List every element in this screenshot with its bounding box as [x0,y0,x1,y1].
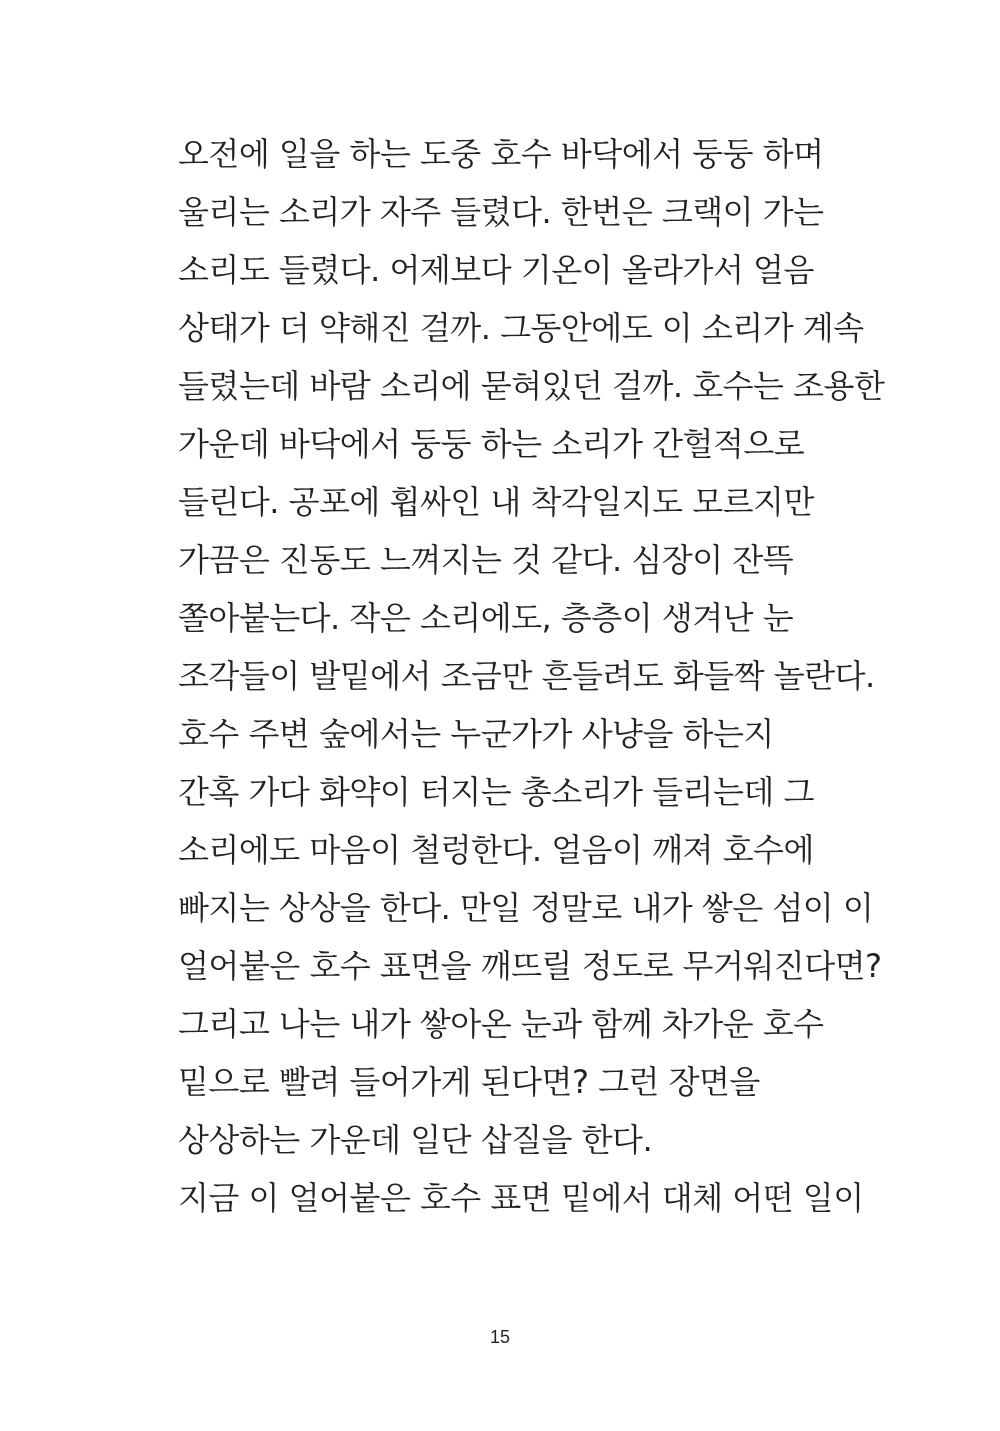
text-line: 오전에 일을 하는 도중 호수 바닥에서 둥둥 하며 [178,135,824,173]
text-line: 소리도 들렸다. 어제보다 기온이 올라가서 얼음 [178,251,814,289]
text-line: 가운데 바닥에서 둥둥 하는 소리가 간헐적으로 [178,425,805,463]
text-line: 조각들이 발밑에서 조금만 흔들려도 화들짝 놀란다. [178,657,875,695]
text-line: 밑으로 빨려 들어가게 된다면? 그런 장면을 [178,1063,760,1101]
text-line: 들렸는데 바람 소리에 묻혀있던 걸까. 호수는 조용한 [178,367,885,405]
text-line: 얼어붙은 호수 표면을 깨뜨릴 정도로 무거워진다면? [178,947,882,985]
text-line: 소리에도 마음이 철렁한다. 얼음이 깨져 호수에 [178,831,814,869]
text-line: 상상하는 가운데 일단 삽질을 한다. [178,1121,653,1159]
text-line: 그리고 나는 내가 쌓아온 눈과 함께 차가운 호수 [178,1005,824,1043]
text-line: 호수 주변 숲에서는 누군가가 사냥을 하는지 [178,715,774,753]
text-line: 쫄아붙는다. 작은 소리에도, 층층이 생겨난 눈 [178,599,794,637]
text-line: 간혹 가다 화약이 터지는 총소리가 들리는데 그 [178,773,814,811]
text-line: 빠지는 상상을 한다. 만일 정말로 내가 쌓은 섬이 이 [178,889,874,927]
text-line: 상태가 더 약해진 걸까. 그동안에도 이 소리가 계속 [178,309,864,347]
body-text [178,130,898,1232]
page-number: 15 [489,1327,511,1347]
text-line: 울리는 소리가 자주 들렸다. 한번은 크랙이 가는 [178,193,824,231]
text-line: 가끔은 진동도 느껴지는 것 같다. 심장이 잔뜩 [178,541,794,579]
text-line: 들린다. 공포에 휩싸인 내 착각일지도 모르지만 [178,483,814,521]
text-line: 지금 이 얼어붙은 호수 표면 밑에서 대체 어떤 일이 [178,1179,864,1217]
